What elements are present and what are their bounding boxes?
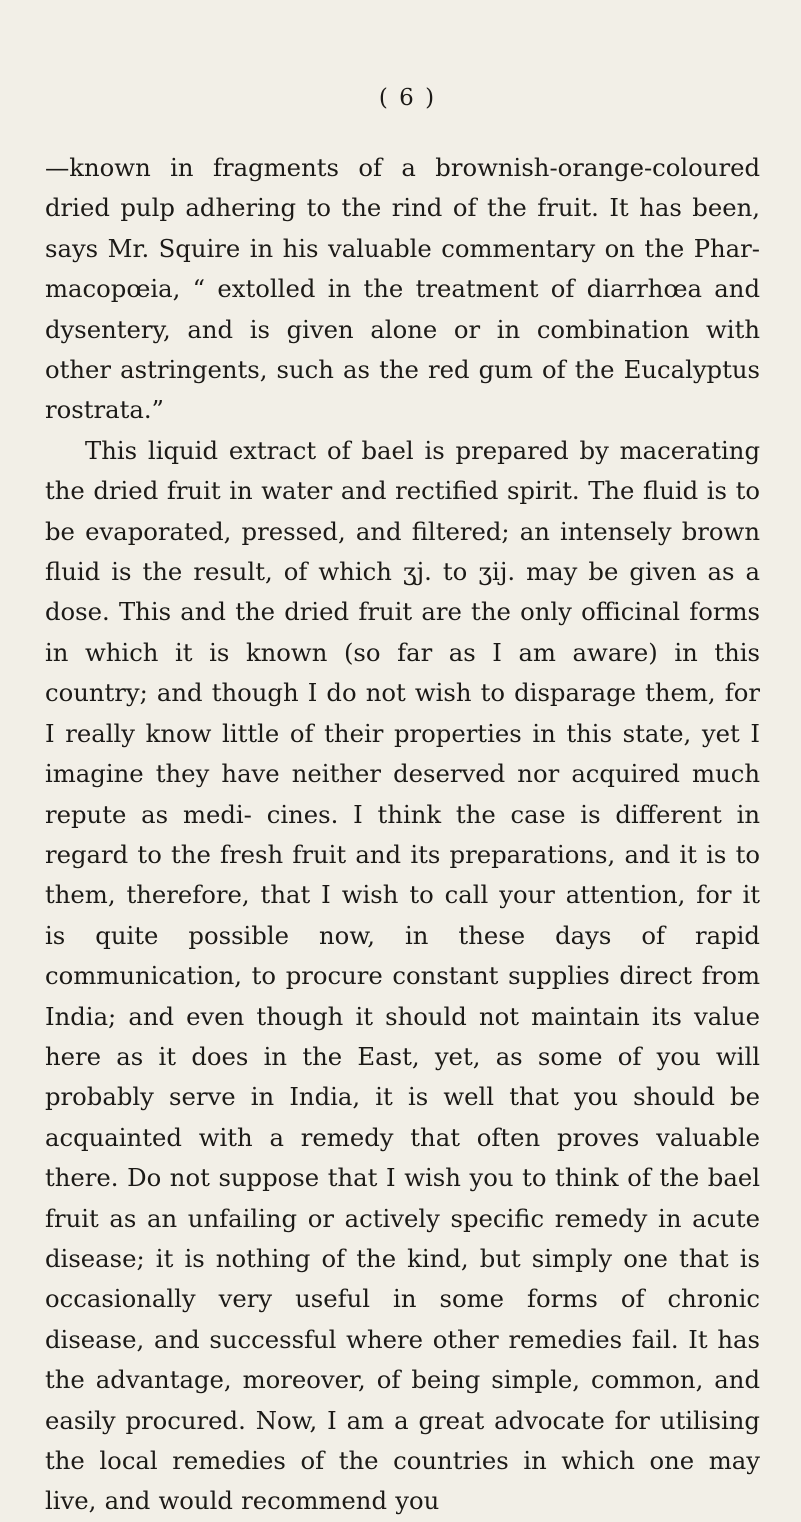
paragraph-2: This liquid extract of bael is prepared by macerating the dried fruit in water and rectified spirit. The fluid is to be evaporated, pressed, and filtered; an intensely brown fluid is the result, of which ʒj. to ʒij. may be given as a dose. This and the dried fruit are the only officinal forms in which it is known (so far as I am aware) in this country; and though I do not wish to disparage them, for I really know little of their properties in this state, yet I imagine they have neither deserved nor acquired much repute as medi- cines. I think the case is different in regard to the fresh fruit and its preparations, and it is to them, therefore, that I wish to call your attention, for it is quite possible now, in these days of rapid communication, to procure constant supplies direct from India; and even though it should not maintain its value here as it does in the East, yet, as some of you will probably serve in India, it is well that you should be acquainted with a remedy that often proves valuable there. Do not suppose that I wish you to think of the bael fruit as an unfailing or actively specific remedy in acute disease; it is nothing of the kind, but simply one that is occasionally very useful in some forms of chronic disease, and successful where other remedies fail. It has the advantage, moreover, of being simple, common, and easily procured. Now, I am a great advocate for utilising the local remedies of the countries in which one may live, and would recommend you bbox=[45, 435, 760, 1516]
paragraph-1: —known in fragments of a brownish-orange-coloured dried pulp adhering to the rind of the fruit. It has been, says Mr. Squire in his valuable commentary on the Phar- macopœia, “ extolled in the treatment of diarrhœa and dysentery, and is given alone or in combination with other astringents, such as the red gum of the Eucalyptus rostrata.” bbox=[45, 153, 760, 425]
page-number: ( 6 ) bbox=[378, 85, 437, 111]
